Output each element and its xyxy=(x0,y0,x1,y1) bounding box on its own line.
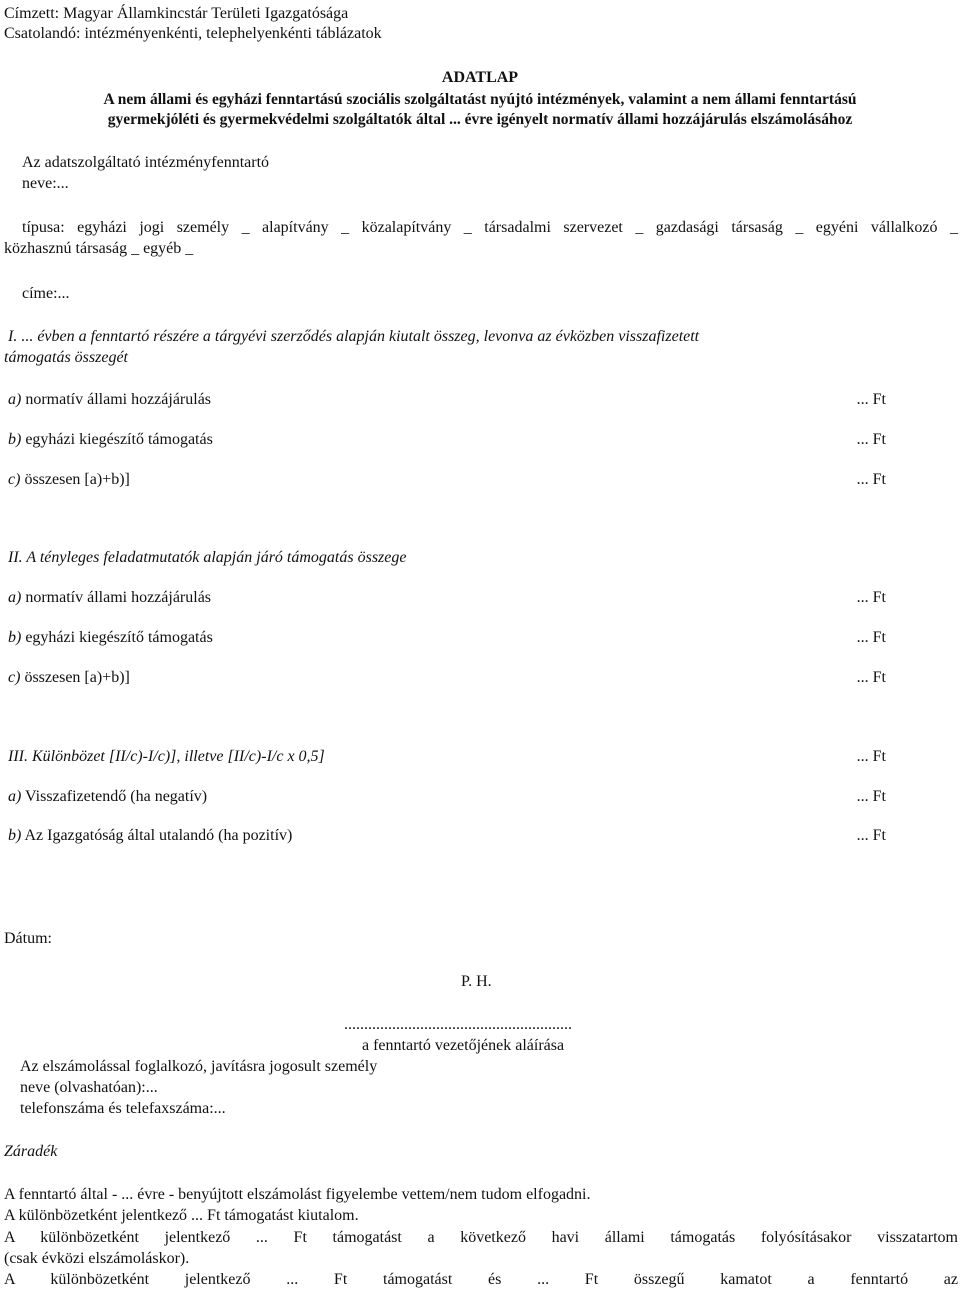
row-prefix: b) xyxy=(8,431,22,448)
addressee-text: Címzett: Magyar Államkincstár Területi Igazgatósága xyxy=(4,5,349,22)
row-amount: ... Ft xyxy=(856,391,886,408)
row-amount: ... Ft xyxy=(856,431,886,448)
clause-line1: A fenntartó által - ... évre - benyújtott elszámolást figyelembe vettem/nem tudom elfogadni. xyxy=(4,1186,591,1203)
row-label: normatív állami hozzájárulás xyxy=(25,589,212,606)
contact-heading: Az elszámolással foglalkozó, javításra jogosult személy xyxy=(20,1058,378,1075)
section1-heading-line1: I. ... évben a fenntartó részére a tárgyévi szerződés alapján kiutalt összeg, levonva az évközben visszafizetett xyxy=(8,328,700,345)
section2-row-a xyxy=(8,588,886,610)
row-amount: ... Ft xyxy=(856,589,886,606)
row-label: egyházi kiegészítő támogatás xyxy=(25,431,213,448)
row-label: Visszafizetendő (ha negatív) xyxy=(25,788,208,805)
stamp-label: P. H. xyxy=(461,973,492,990)
signature-line: ......................................................... xyxy=(344,1016,572,1033)
row-prefix: a) xyxy=(8,391,22,408)
signature-caption: a fenntartó vezetőjének aláírása xyxy=(362,1037,565,1054)
form-subtitle-line2: gyermekjóléti és gyermekvédelmi szolgáltatók által ... évre igényelt normatív állami hozzájárulás elszámolásához xyxy=(107,111,853,128)
provider-type-line1: típusa: egyházi jogi személy _ alapítvány _ közalapítvány _ társadalmi szervezet _ gazdasági társaság _ egyéni vállalkozó _ xyxy=(22,219,958,236)
row-prefix: c) xyxy=(8,471,21,488)
section3-heading: III. Különbözet [II/c)-I/c)], illetve [II/c)-I/c x 0,5] xyxy=(8,748,325,765)
row-prefix: a) xyxy=(8,788,22,805)
form-title: ADATLAP xyxy=(441,69,519,86)
provider-type-line2: közhasznú társaság _ egyéb _ xyxy=(4,240,194,257)
row-amount: ... Ft xyxy=(856,827,886,844)
provider-name-field: neve:... xyxy=(22,175,69,192)
provider-address-field: címe:... xyxy=(22,285,70,302)
clause-line3b: (csak évközi elszámoláskor). xyxy=(4,1250,190,1267)
contact-name-field: neve (olvashatóan):... xyxy=(20,1079,158,1096)
section1-row-a xyxy=(8,390,886,412)
section3-row-b xyxy=(8,826,886,848)
row-label: összesen [a)+b)] xyxy=(24,471,130,488)
row-label: normatív állami hozzájárulás xyxy=(25,391,212,408)
section1-heading-line2: támogatás összegét xyxy=(4,349,128,366)
row-prefix: a) xyxy=(8,589,22,606)
clause-line4: A különbözetként jelentkező ... Ft támogatást és ... Ft összegű kamatot a fenntartó az xyxy=(4,1271,958,1288)
section3-row-a xyxy=(8,787,886,809)
row-label: Az Igazgatóság által utalandó (ha pozitív) xyxy=(24,827,293,844)
section2-row-b xyxy=(8,628,886,650)
clause-line2: A különbözetként jelentkező ... Ft támogatást kiutalom. xyxy=(4,1207,359,1224)
row-amount: ... Ft xyxy=(856,629,886,646)
clause-line3a: A különbözetként jelentkező ... Ft támogatást a következő havi állami támogatás folyósításakor visszatartom xyxy=(4,1229,958,1246)
row-prefix: b) xyxy=(8,629,22,646)
section2-row-c xyxy=(8,668,886,690)
contact-phone-field: telefonszáma és telefaxszáma:... xyxy=(20,1100,226,1117)
row-label: egyházi kiegészítő támogatás xyxy=(25,629,213,646)
section3-heading-row xyxy=(8,747,886,769)
clause-heading: Záradék xyxy=(4,1143,58,1160)
section3-heading-amount: ... Ft xyxy=(856,748,886,765)
provider-heading: Az adatszolgáltató intézményfenntartó xyxy=(22,154,270,171)
row-prefix: b) xyxy=(8,827,22,844)
row-prefix: c) xyxy=(8,669,21,686)
row-amount: ... Ft xyxy=(856,669,886,686)
section1-row-c xyxy=(8,470,886,492)
section1-row-b xyxy=(8,430,886,452)
row-label: összesen [a)+b)] xyxy=(24,669,130,686)
section2-heading: II. A tényleges feladatmutatók alapján járó támogatás összege xyxy=(8,549,407,566)
attachment-text: Csatolandó: intézményenkénti, telephelyenkénti táblázatok xyxy=(4,25,382,42)
date-label: Dátum: xyxy=(4,930,52,947)
row-amount: ... Ft xyxy=(856,471,886,488)
form-subtitle-line1: A nem állami és egyházi fenntartású szociális szolgáltatást nyújtó intézmények, valamint a nem állami fenntartású xyxy=(103,91,857,108)
row-amount: ... Ft xyxy=(856,788,886,805)
